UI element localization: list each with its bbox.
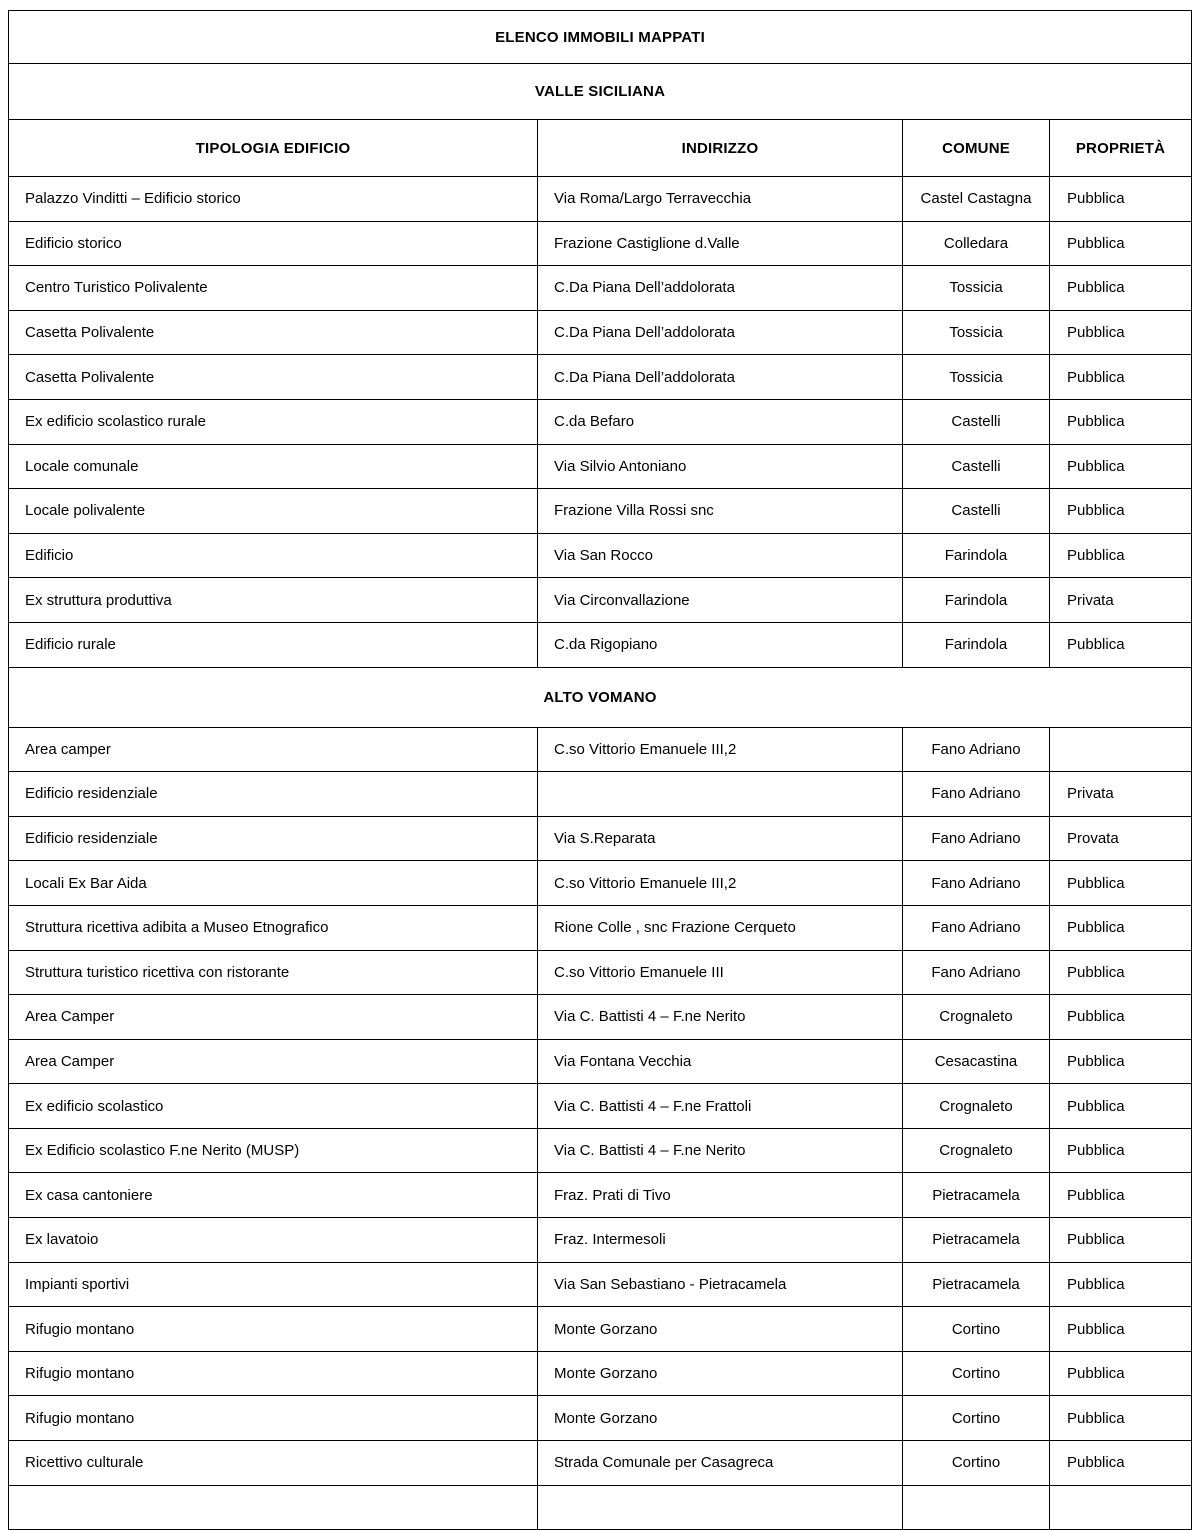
cell-comune bbox=[903, 1485, 1050, 1529]
cell-indirizzo: Fraz. Prati di Tivo bbox=[538, 1173, 903, 1218]
cell-proprieta: Pubblica bbox=[1050, 266, 1192, 311]
cell-comune: Castelli bbox=[903, 399, 1050, 444]
table-row bbox=[9, 622, 1192, 667]
cell-tipologia: Palazzo Vinditti – Edificio storico bbox=[9, 177, 538, 222]
cell-tipologia: Locale polivalente bbox=[9, 489, 538, 534]
cell-comune: Tossicia bbox=[903, 355, 1050, 400]
cell-proprieta: Pubblica bbox=[1050, 489, 1192, 534]
cell-comune: Cortino bbox=[903, 1351, 1050, 1396]
table-row bbox=[9, 727, 1192, 772]
cell-proprieta: Provata bbox=[1050, 816, 1192, 861]
table-row bbox=[9, 221, 1192, 266]
cell-tipologia: Struttura turistico ricettiva con ristorante bbox=[9, 950, 538, 995]
cell-proprieta: Pubblica bbox=[1050, 1307, 1192, 1352]
cell-tipologia: Ricettivo culturale bbox=[9, 1441, 538, 1486]
cell-comune: Farindola bbox=[903, 622, 1050, 667]
table-row bbox=[9, 1128, 1192, 1173]
cell-tipologia: Edificio bbox=[9, 533, 538, 578]
cell-indirizzo: Via Roma/Largo Terravecchia bbox=[538, 177, 903, 222]
cell-comune: Crognaleto bbox=[903, 995, 1050, 1040]
cell-tipologia: Struttura ricettiva adibita a Museo Etnografico bbox=[9, 905, 538, 950]
cell-comune: Crognaleto bbox=[903, 1128, 1050, 1173]
cell-tipologia: Area camper bbox=[9, 727, 538, 772]
cell-comune: Castel Castagna bbox=[903, 177, 1050, 222]
cell-tipologia: Ex edificio scolastico bbox=[9, 1084, 538, 1129]
cell-comune: Farindola bbox=[903, 578, 1050, 623]
cell-indirizzo: Via C. Battisti 4 – F.ne Nerito bbox=[538, 995, 903, 1040]
cell-comune: Fano Adriano bbox=[903, 905, 1050, 950]
cell-tipologia: Edificio residenziale bbox=[9, 772, 538, 817]
section-header-1: ALTO VOMANO bbox=[9, 667, 1192, 727]
cell-proprieta: Pubblica bbox=[1050, 950, 1192, 995]
table-row bbox=[9, 950, 1192, 995]
cell-tipologia: Locali Ex Bar Aida bbox=[9, 861, 538, 906]
cell-tipologia: Area Camper bbox=[9, 995, 538, 1040]
table-row bbox=[9, 1441, 1192, 1486]
table-row bbox=[9, 399, 1192, 444]
section-row bbox=[9, 64, 1192, 120]
cell-comune: Colledara bbox=[903, 221, 1050, 266]
cell-tipologia: Edificio storico bbox=[9, 221, 538, 266]
cell-proprieta: Pubblica bbox=[1050, 861, 1192, 906]
immobili-table bbox=[8, 10, 1192, 1530]
cell-tipologia bbox=[9, 1485, 538, 1529]
cell-indirizzo: Via S.Reparata bbox=[538, 816, 903, 861]
cell-proprieta: Pubblica bbox=[1050, 622, 1192, 667]
table-row bbox=[9, 177, 1192, 222]
cell-comune: Castelli bbox=[903, 444, 1050, 489]
cell-comune: Pietracamela bbox=[903, 1218, 1050, 1263]
cell-proprieta: Privata bbox=[1050, 578, 1192, 623]
cell-comune: Fano Adriano bbox=[903, 950, 1050, 995]
cell-comune: Fano Adriano bbox=[903, 772, 1050, 817]
column-header-row bbox=[9, 120, 1192, 177]
cell-tipologia: Ex lavatoio bbox=[9, 1218, 538, 1263]
table-row bbox=[9, 1351, 1192, 1396]
title-row bbox=[9, 11, 1192, 64]
cell-proprieta bbox=[1050, 727, 1192, 772]
cell-proprieta: Pubblica bbox=[1050, 1218, 1192, 1263]
cell-proprieta: Pubblica bbox=[1050, 1396, 1192, 1441]
cell-proprieta: Pubblica bbox=[1050, 1351, 1192, 1396]
cell-indirizzo: C.da Befaro bbox=[538, 399, 903, 444]
table-row bbox=[9, 533, 1192, 578]
cell-indirizzo: Strada Comunale per Casagreca bbox=[538, 1441, 903, 1486]
cell-indirizzo bbox=[538, 1485, 903, 1529]
table-row bbox=[9, 1173, 1192, 1218]
cell-comune: Cesacastina bbox=[903, 1039, 1050, 1084]
document-page bbox=[8, 10, 1191, 1530]
cell-comune: Farindola bbox=[903, 533, 1050, 578]
cell-comune: Cortino bbox=[903, 1307, 1050, 1352]
cell-proprieta: Pubblica bbox=[1050, 1173, 1192, 1218]
cell-proprieta: Pubblica bbox=[1050, 1039, 1192, 1084]
cell-indirizzo bbox=[538, 772, 903, 817]
cell-indirizzo: Monte Gorzano bbox=[538, 1351, 903, 1396]
column-header-tipologia-edificio: TIPOLOGIA EDIFICIO bbox=[9, 120, 538, 177]
table-row bbox=[9, 1396, 1192, 1441]
table-row bbox=[9, 578, 1192, 623]
cell-comune: Fano Adriano bbox=[903, 861, 1050, 906]
cell-indirizzo: Fraz. Intermesoli bbox=[538, 1218, 903, 1263]
cell-tipologia: Ex Edificio scolastico F.ne Nerito (MUSP) bbox=[9, 1128, 538, 1173]
table-title: ELENCO IMMOBILI MAPPATI bbox=[9, 11, 1192, 64]
cell-comune: Pietracamela bbox=[903, 1173, 1050, 1218]
cell-comune: Fano Adriano bbox=[903, 727, 1050, 772]
column-header-comune: COMUNE bbox=[903, 120, 1050, 177]
cell-indirizzo: Frazione Castiglione d.Valle bbox=[538, 221, 903, 266]
cell-proprieta: Pubblica bbox=[1050, 533, 1192, 578]
cell-comune: Fano Adriano bbox=[903, 816, 1050, 861]
section-header-0: VALLE SICILIANA bbox=[9, 64, 1192, 120]
cell-tipologia: Locale comunale bbox=[9, 444, 538, 489]
cell-comune: Cortino bbox=[903, 1441, 1050, 1486]
cell-indirizzo: C.Da Piana Dell’addolorata bbox=[538, 355, 903, 400]
cell-tipologia: Rifugio montano bbox=[9, 1307, 538, 1352]
cell-indirizzo: Via Circonvallazione bbox=[538, 578, 903, 623]
cell-indirizzo: C.da Rigopiano bbox=[538, 622, 903, 667]
table-row bbox=[9, 355, 1192, 400]
cell-indirizzo: C.Da Piana Dell’addolorata bbox=[538, 266, 903, 311]
cell-proprieta: Pubblica bbox=[1050, 1128, 1192, 1173]
cell-tipologia: Ex casa cantoniere bbox=[9, 1173, 538, 1218]
table-row bbox=[9, 816, 1192, 861]
cell-indirizzo: Via Silvio Antoniano bbox=[538, 444, 903, 489]
cell-comune: Tossicia bbox=[903, 266, 1050, 311]
column-header-proprieta: PROPRIETÀ bbox=[1050, 120, 1192, 177]
cell-comune: Pietracamela bbox=[903, 1262, 1050, 1307]
cell-indirizzo: C.Da Piana Dell’addolorata bbox=[538, 310, 903, 355]
cell-proprieta: Pubblica bbox=[1050, 1262, 1192, 1307]
cell-tipologia: Casetta Polivalente bbox=[9, 310, 538, 355]
cell-comune: Cortino bbox=[903, 1396, 1050, 1441]
table-row bbox=[9, 1307, 1192, 1352]
cell-tipologia: Impianti sportivi bbox=[9, 1262, 538, 1307]
table-row bbox=[9, 1262, 1192, 1307]
table-row bbox=[9, 995, 1192, 1040]
cell-indirizzo: Monte Gorzano bbox=[538, 1396, 903, 1441]
table-row bbox=[9, 861, 1192, 906]
table-row bbox=[9, 266, 1192, 311]
cell-tipologia: Casetta Polivalente bbox=[9, 355, 538, 400]
cell-proprieta: Pubblica bbox=[1050, 310, 1192, 355]
cell-indirizzo: Frazione Villa Rossi snc bbox=[538, 489, 903, 534]
cell-proprieta: Pubblica bbox=[1050, 995, 1192, 1040]
cell-tipologia: Edificio rurale bbox=[9, 622, 538, 667]
table-row-partial bbox=[9, 1485, 1192, 1529]
cell-tipologia: Rifugio montano bbox=[9, 1351, 538, 1396]
cell-indirizzo: C.so Vittorio Emanuele III bbox=[538, 950, 903, 995]
cell-tipologia: Rifugio montano bbox=[9, 1396, 538, 1441]
cell-comune: Crognaleto bbox=[903, 1084, 1050, 1129]
table-row bbox=[9, 1084, 1192, 1129]
table-row bbox=[9, 1218, 1192, 1263]
table-row bbox=[9, 1039, 1192, 1084]
cell-proprieta: Pubblica bbox=[1050, 399, 1192, 444]
cell-indirizzo: Via San Rocco bbox=[538, 533, 903, 578]
cell-tipologia: Area Camper bbox=[9, 1039, 538, 1084]
cell-proprieta: Pubblica bbox=[1050, 1441, 1192, 1486]
cell-tipologia: Ex edificio scolastico rurale bbox=[9, 399, 538, 444]
cell-indirizzo: Via C. Battisti 4 – F.ne Frattoli bbox=[538, 1084, 903, 1129]
cell-proprieta: Pubblica bbox=[1050, 177, 1192, 222]
cell-indirizzo: C.so Vittorio Emanuele III,2 bbox=[538, 861, 903, 906]
cell-tipologia: Ex struttura produttiva bbox=[9, 578, 538, 623]
cell-tipologia: Edificio residenziale bbox=[9, 816, 538, 861]
table-row bbox=[9, 489, 1192, 534]
cell-proprieta: Pubblica bbox=[1050, 444, 1192, 489]
cell-proprieta: Privata bbox=[1050, 772, 1192, 817]
table-row bbox=[9, 444, 1192, 489]
column-header-indirizzo: INDIRIZZO bbox=[538, 120, 903, 177]
cell-proprieta: Pubblica bbox=[1050, 221, 1192, 266]
table-row bbox=[9, 772, 1192, 817]
cell-proprieta: Pubblica bbox=[1050, 1084, 1192, 1129]
cell-comune: Tossicia bbox=[903, 310, 1050, 355]
cell-tipologia: Centro Turistico Polivalente bbox=[9, 266, 538, 311]
section-row bbox=[9, 667, 1192, 727]
table-row bbox=[9, 905, 1192, 950]
cell-indirizzo: Monte Gorzano bbox=[538, 1307, 903, 1352]
cell-proprieta: Pubblica bbox=[1050, 355, 1192, 400]
cell-indirizzo: Via San Sebastiano - Pietracamela bbox=[538, 1262, 903, 1307]
cell-indirizzo: Via C. Battisti 4 – F.ne Nerito bbox=[538, 1128, 903, 1173]
cell-indirizzo: C.so Vittorio Emanuele III,2 bbox=[538, 727, 903, 772]
cell-comune: Castelli bbox=[903, 489, 1050, 534]
cell-proprieta: Pubblica bbox=[1050, 905, 1192, 950]
cell-indirizzo: Rione Colle , snc Frazione Cerqueto bbox=[538, 905, 903, 950]
cell-proprieta bbox=[1050, 1485, 1192, 1529]
cell-indirizzo: Via Fontana Vecchia bbox=[538, 1039, 903, 1084]
table-row bbox=[9, 310, 1192, 355]
